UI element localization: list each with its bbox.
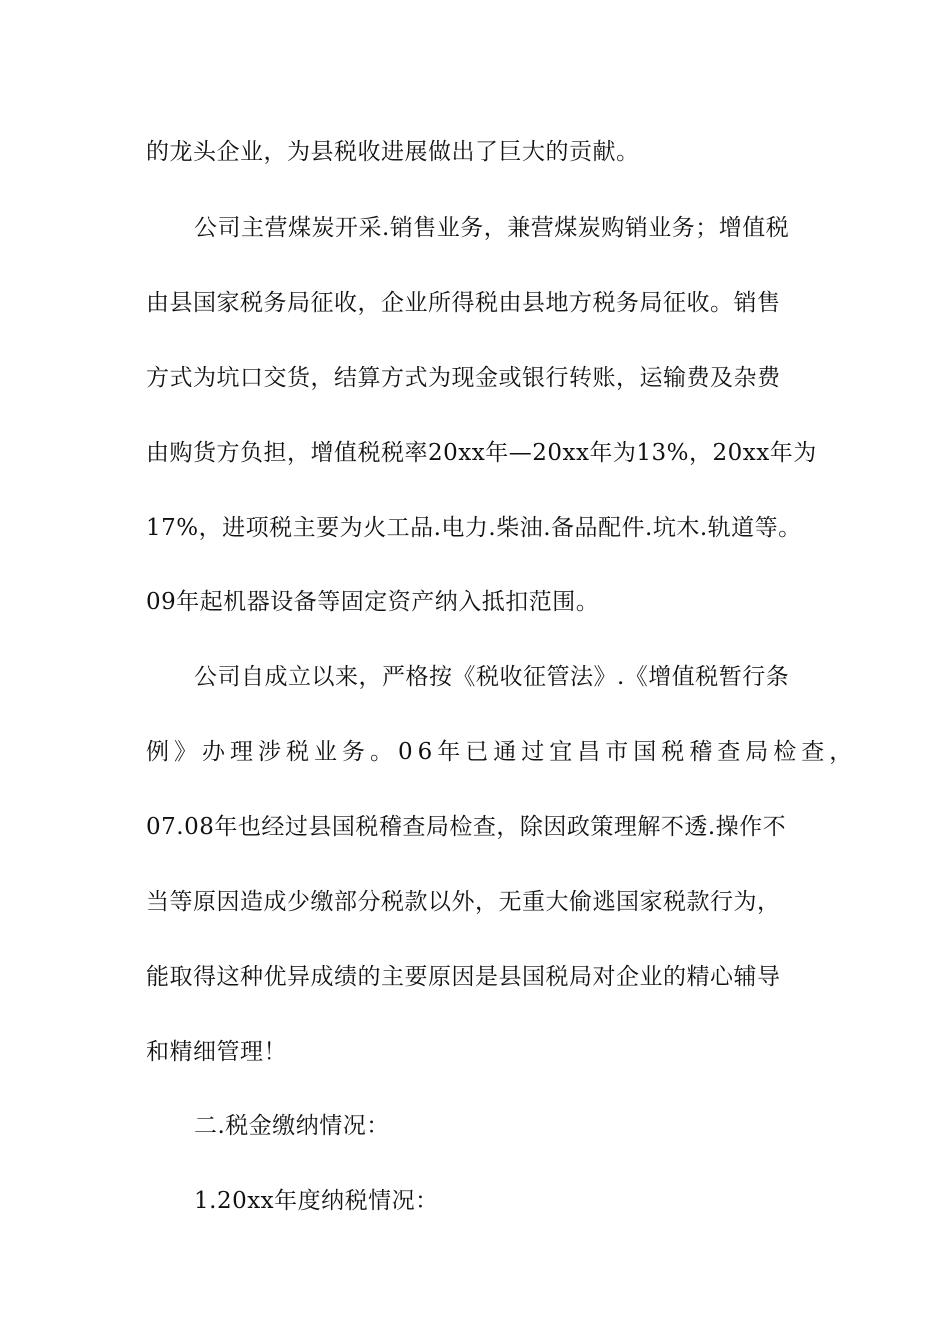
text-line: 能取得这种优异成绩的主要原因是县国税局对企业的精心辅导 [146, 964, 781, 990]
text-line: 方式为坑口交货，结算方式为现金或银行转账，运输费及杂费 [146, 365, 781, 391]
text-line: 由县国家税务局征收，企业所得税由县地方税务局征收。销售 [146, 290, 781, 316]
subsection-heading: 1.20xx年度纳税情况： [194, 1188, 439, 1214]
section-heading: 二.税金缴纳情况： [194, 1113, 390, 1139]
text-line: 09年起机器设备等固定资产纳入抵扣范围。 [146, 589, 600, 615]
text-line: 07.08年也经过县国税稽查局检查，除因政策理解不透.操作不 [146, 814, 787, 840]
paragraph-start-line: 公司自成立以来，严格按《税收征管法》.《增值税暂行条 [194, 664, 790, 690]
text-line: 由购货方负担，增值税税率20xx年—20xx年为13%，20xx年为 [146, 440, 817, 466]
text-line: 17%，进项税主要为火工品.电力.柴油.备品配件.坑木.轨道等。 [146, 515, 802, 541]
text-line: 的龙头企业，为县税收进展做出了巨大的贡献。 [146, 139, 640, 165]
text-line: 和精细管理！ [146, 1039, 287, 1065]
text-line: 当等原因造成少缴部分税款以外，无重大偷逃国家税款行为， [146, 889, 781, 915]
text-line: 例》办理涉税业务。06年已通过宜昌市国税稽查局检查， [146, 739, 858, 765]
paragraph-start-line: 公司主营煤炭开采.销售业务，兼营煤炭购销业务；增值税 [194, 215, 790, 241]
